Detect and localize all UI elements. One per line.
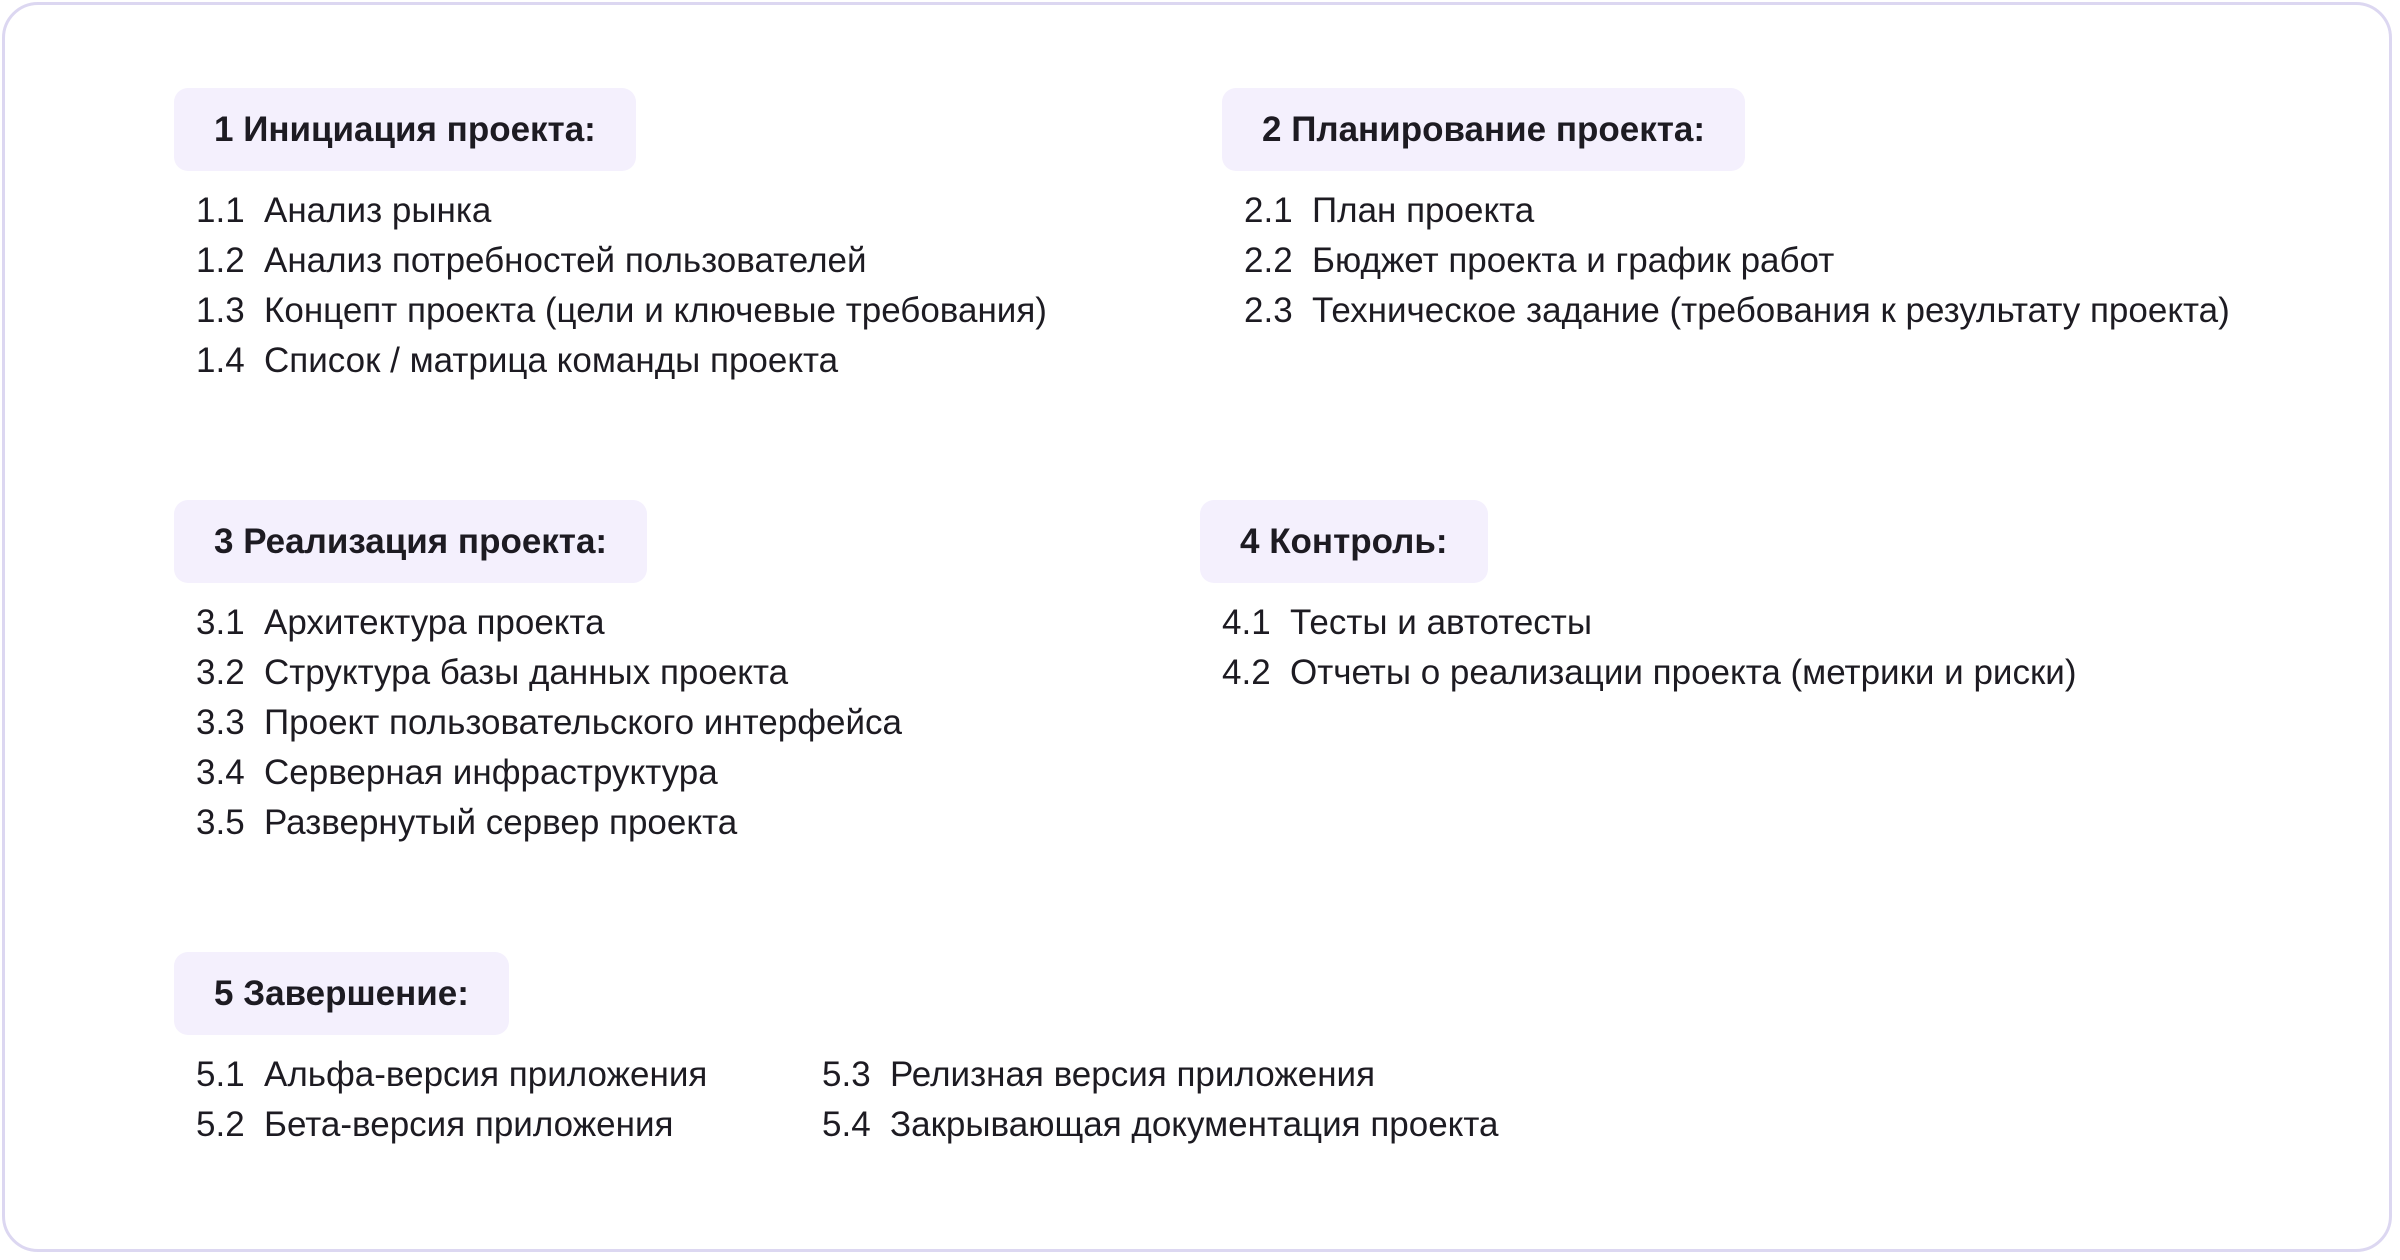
item-number: 4.2: [1222, 653, 1271, 692]
item-number: 1.4: [196, 341, 245, 380]
item-number: 1.3: [196, 291, 245, 330]
item-label: Структура базы данных проекта: [264, 653, 789, 692]
item-label: Развернутый сервер проекта: [264, 803, 738, 842]
phase-title: 5 Завершение:: [174, 952, 509, 1035]
item-number: 5.3: [822, 1055, 871, 1094]
item-label: Анализ потребностей пользователей: [264, 241, 867, 280]
item-label: Анализ рынка: [264, 191, 492, 230]
item-label: Концепт проекта (цели и ключевые требования): [264, 291, 1047, 330]
phase-completion: [174, 952, 1499, 1150]
item-label: Список / матрица команды проекта: [264, 341, 839, 380]
item-label: Альфа-версия приложения: [264, 1055, 708, 1094]
item-number: 2.1: [1244, 191, 1293, 230]
item-number: 5.2: [196, 1105, 245, 1144]
list-item: [1222, 598, 2077, 648]
phase-items: [196, 1050, 707, 1150]
item-number: 3.2: [196, 653, 245, 692]
item-label: Закрывающая документация проекта: [890, 1105, 1499, 1144]
list-item: [1244, 286, 2230, 336]
item-number: 2.2: [1244, 241, 1293, 280]
item-label: Отчеты о реализации проекта (метрики и риски): [1290, 653, 2077, 692]
list-item: [196, 648, 902, 698]
item-number: 3.4: [196, 753, 245, 792]
item-label: План проекта: [1312, 191, 1535, 230]
list-item: [196, 186, 1047, 236]
list-item: [1222, 648, 2077, 698]
list-item: [822, 1100, 1498, 1150]
phase-items: [1222, 598, 2077, 698]
item-label: Техническое задание (требования к результату проекта): [1312, 291, 2230, 330]
phase-items: [1244, 186, 2230, 336]
item-number: 3.3: [196, 703, 245, 742]
item-number: 1.2: [196, 241, 245, 280]
item-label: Проект пользовательского интерфейса: [264, 703, 903, 742]
item-number: 5.1: [196, 1055, 245, 1094]
phase-title: 2 Планирование проекта:: [1222, 88, 1745, 171]
list-item: [1244, 186, 2230, 236]
item-label: Архитектура проекта: [264, 603, 605, 642]
item-number: 4.1: [1222, 603, 1271, 642]
list-item: [196, 1050, 707, 1100]
phase-planning: [1222, 88, 2230, 336]
item-number: 5.4: [822, 1105, 871, 1144]
phase-implementation: [174, 500, 902, 848]
item-number: 3.1: [196, 603, 245, 642]
item-label: Бета-версия приложения: [264, 1105, 674, 1144]
list-item: [196, 798, 902, 848]
phase-title: 4 Контроль:: [1200, 500, 1488, 583]
phase-items: [196, 186, 1047, 386]
item-number: 3.5: [196, 803, 245, 842]
list-item: [196, 336, 1047, 386]
phase-initiation: [174, 88, 1047, 386]
phase-title: 1 Инициация проекта:: [174, 88, 636, 171]
list-item: [196, 286, 1047, 336]
list-item: [196, 698, 902, 748]
list-item: [822, 1050, 1498, 1100]
item-number: 2.3: [1244, 291, 1293, 330]
phase-control: [1200, 500, 2077, 698]
item-number: 1.1: [196, 191, 245, 230]
list-item: [196, 236, 1047, 286]
list-item: [196, 748, 902, 798]
list-item: [1244, 236, 2230, 286]
list-item: [196, 1100, 707, 1150]
item-label: Тесты и автотесты: [1290, 603, 1592, 642]
item-label: Релизная версия приложения: [890, 1055, 1376, 1094]
phase-title: 3 Реализация проекта:: [174, 500, 647, 583]
list-item: [196, 598, 902, 648]
item-label: Бюджет проекта и график работ: [1312, 241, 1835, 280]
item-label: Серверная инфраструктура: [264, 753, 718, 792]
phase-items-column-2: [822, 1050, 1498, 1150]
phase-items: [196, 598, 902, 848]
